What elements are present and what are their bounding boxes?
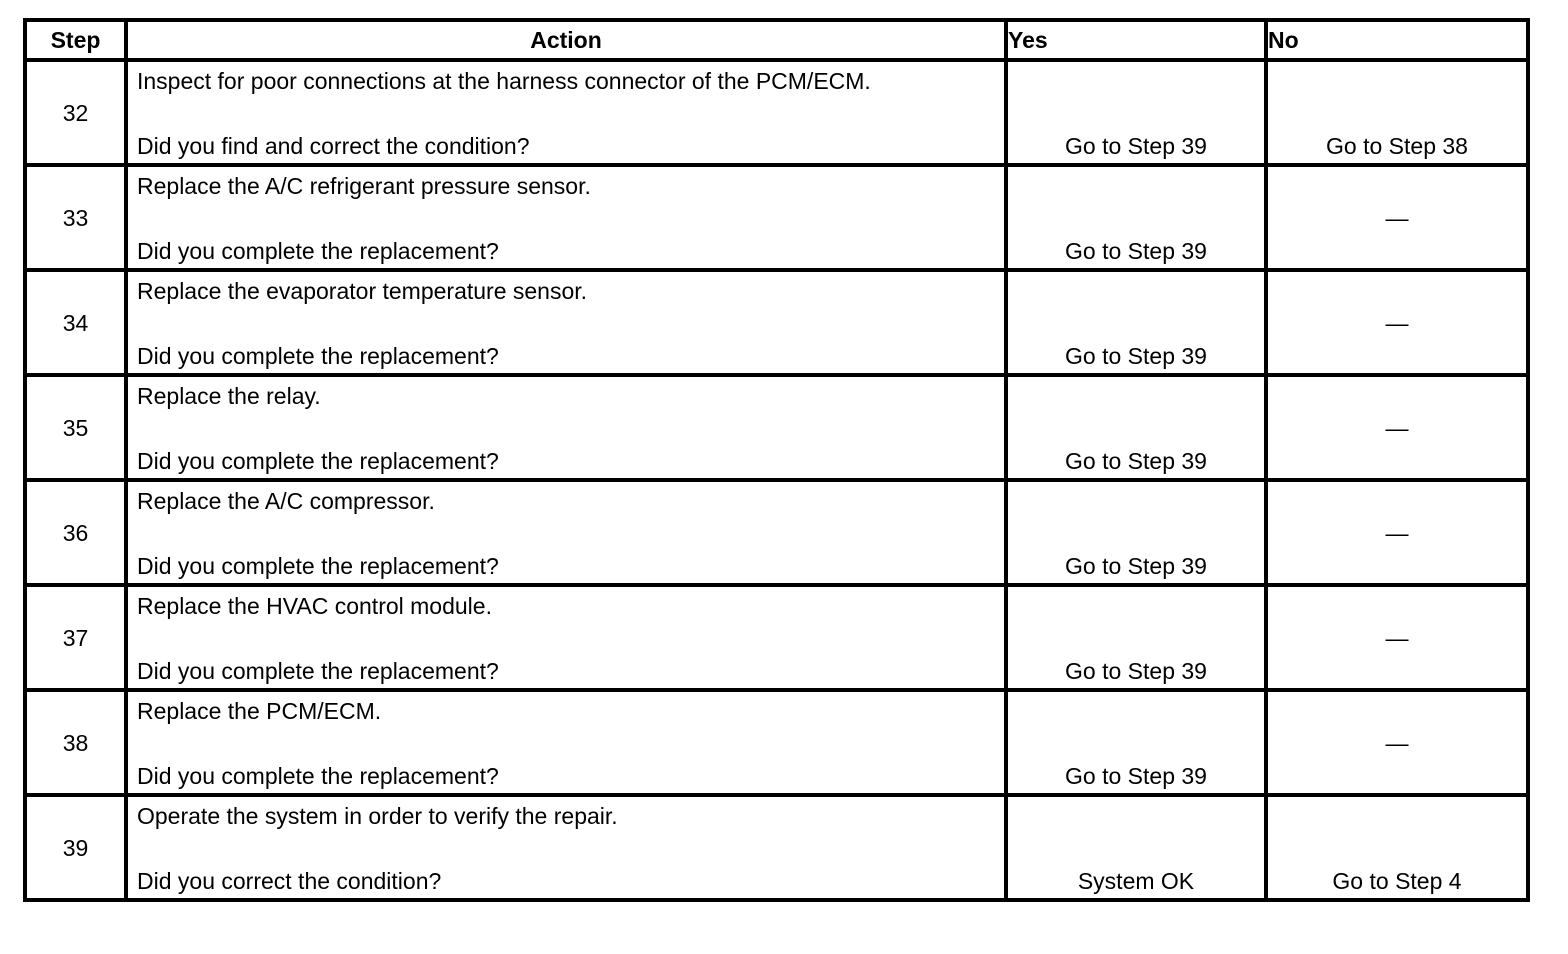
yes-cell (1006, 480, 1266, 585)
step-number-text: 37 (62, 624, 89, 651)
yes-cell (1006, 690, 1266, 795)
step-number-text: 39 (62, 834, 89, 861)
action-cell (126, 60, 1006, 165)
no-result: Go to Step 4 (1332, 868, 1462, 894)
yes-result: Go to Step 39 (1065, 763, 1207, 789)
step-number-text: 34 (62, 309, 89, 336)
no-cell (1266, 270, 1528, 375)
action-cell (126, 375, 1006, 480)
no-result: — (1385, 414, 1409, 441)
yes-result: Go to Step 39 (1065, 658, 1207, 684)
no-result: — (1385, 729, 1409, 756)
table-row (25, 795, 1528, 900)
header-row (25, 20, 1528, 60)
action-question: Did you complete the replacement? (137, 763, 499, 789)
header-step: Step (25, 20, 126, 60)
yes-cell (1006, 585, 1266, 690)
action-instruction: Inspect for poor connections at the harness connector of the PCM/ECM. (137, 68, 871, 94)
action-instruction: Replace the HVAC control module. (137, 593, 492, 619)
step-number (25, 375, 126, 480)
action-instruction: Replace the PCM/ECM. (137, 698, 382, 724)
action-instruction: Operate the system in order to verify the repair. (137, 803, 618, 829)
no-result: — (1385, 624, 1409, 651)
action-cell (126, 585, 1006, 690)
action-question: Did you complete the replacement? (137, 658, 499, 684)
action-cell (126, 165, 1006, 270)
step-number-text: 38 (62, 729, 89, 756)
table-row (25, 165, 1528, 270)
action-question: Did you complete the replacement? (137, 238, 499, 264)
step-number (25, 795, 126, 900)
no-cell (1266, 480, 1528, 585)
no-cell (1266, 585, 1528, 690)
yes-result: Go to Step 39 (1065, 343, 1207, 369)
step-number-text: 32 (62, 99, 89, 126)
step-number (25, 480, 126, 585)
yes-cell (1006, 270, 1266, 375)
action-cell (126, 270, 1006, 375)
action-question: Did you complete the replacement? (137, 343, 499, 369)
no-result: Go to Step 38 (1326, 133, 1468, 159)
step-number-text: 35 (62, 414, 89, 441)
yes-result: System OK (1077, 868, 1195, 894)
action-question: Did you find and correct the condition? (137, 133, 530, 159)
action-instruction: Replace the A/C refrigerant pressure sensor. (137, 173, 591, 199)
table-body (25, 60, 1528, 900)
step-number (25, 585, 126, 690)
yes-cell (1006, 60, 1266, 165)
action-cell (126, 690, 1006, 795)
action-instruction: Replace the evaporator temperature sensor. (137, 278, 588, 304)
yes-cell (1006, 795, 1266, 900)
header-action: Action (126, 20, 1006, 60)
table-row (25, 270, 1528, 375)
no-result: — (1385, 204, 1409, 231)
header-yes: Yes (1006, 20, 1266, 60)
step-number (25, 690, 126, 795)
diagnostic-table (23, 18, 1530, 902)
table-row (25, 480, 1528, 585)
action-question: Did you complete the replacement? (137, 448, 499, 474)
step-number-text: 33 (62, 204, 89, 231)
no-cell (1266, 690, 1528, 795)
action-instruction: Replace the A/C compressor. (137, 488, 435, 514)
no-result: — (1385, 309, 1409, 336)
action-instruction: Replace the relay. (137, 383, 321, 409)
yes-result: Go to Step 39 (1065, 553, 1207, 579)
action-cell (126, 795, 1006, 900)
step-number (25, 60, 126, 165)
action-cell (126, 480, 1006, 585)
no-result: — (1385, 519, 1409, 546)
no-cell (1266, 60, 1528, 165)
no-cell (1266, 165, 1528, 270)
yes-result: Go to Step 39 (1065, 448, 1207, 474)
step-number (25, 165, 126, 270)
yes-cell (1006, 165, 1266, 270)
action-question: Did you complete the replacement? (137, 553, 499, 579)
table-row (25, 585, 1528, 690)
table-row (25, 375, 1528, 480)
no-cell (1266, 375, 1528, 480)
step-number-text: 36 (62, 519, 89, 546)
step-number (25, 270, 126, 375)
table-row (25, 60, 1528, 165)
table-row (25, 690, 1528, 795)
yes-result: Go to Step 39 (1065, 238, 1207, 264)
action-question: Did you correct the condition? (137, 868, 442, 894)
yes-result: Go to Step 39 (1065, 133, 1207, 159)
header-no: No (1266, 20, 1528, 60)
no-cell (1266, 795, 1528, 900)
yes-cell (1006, 375, 1266, 480)
